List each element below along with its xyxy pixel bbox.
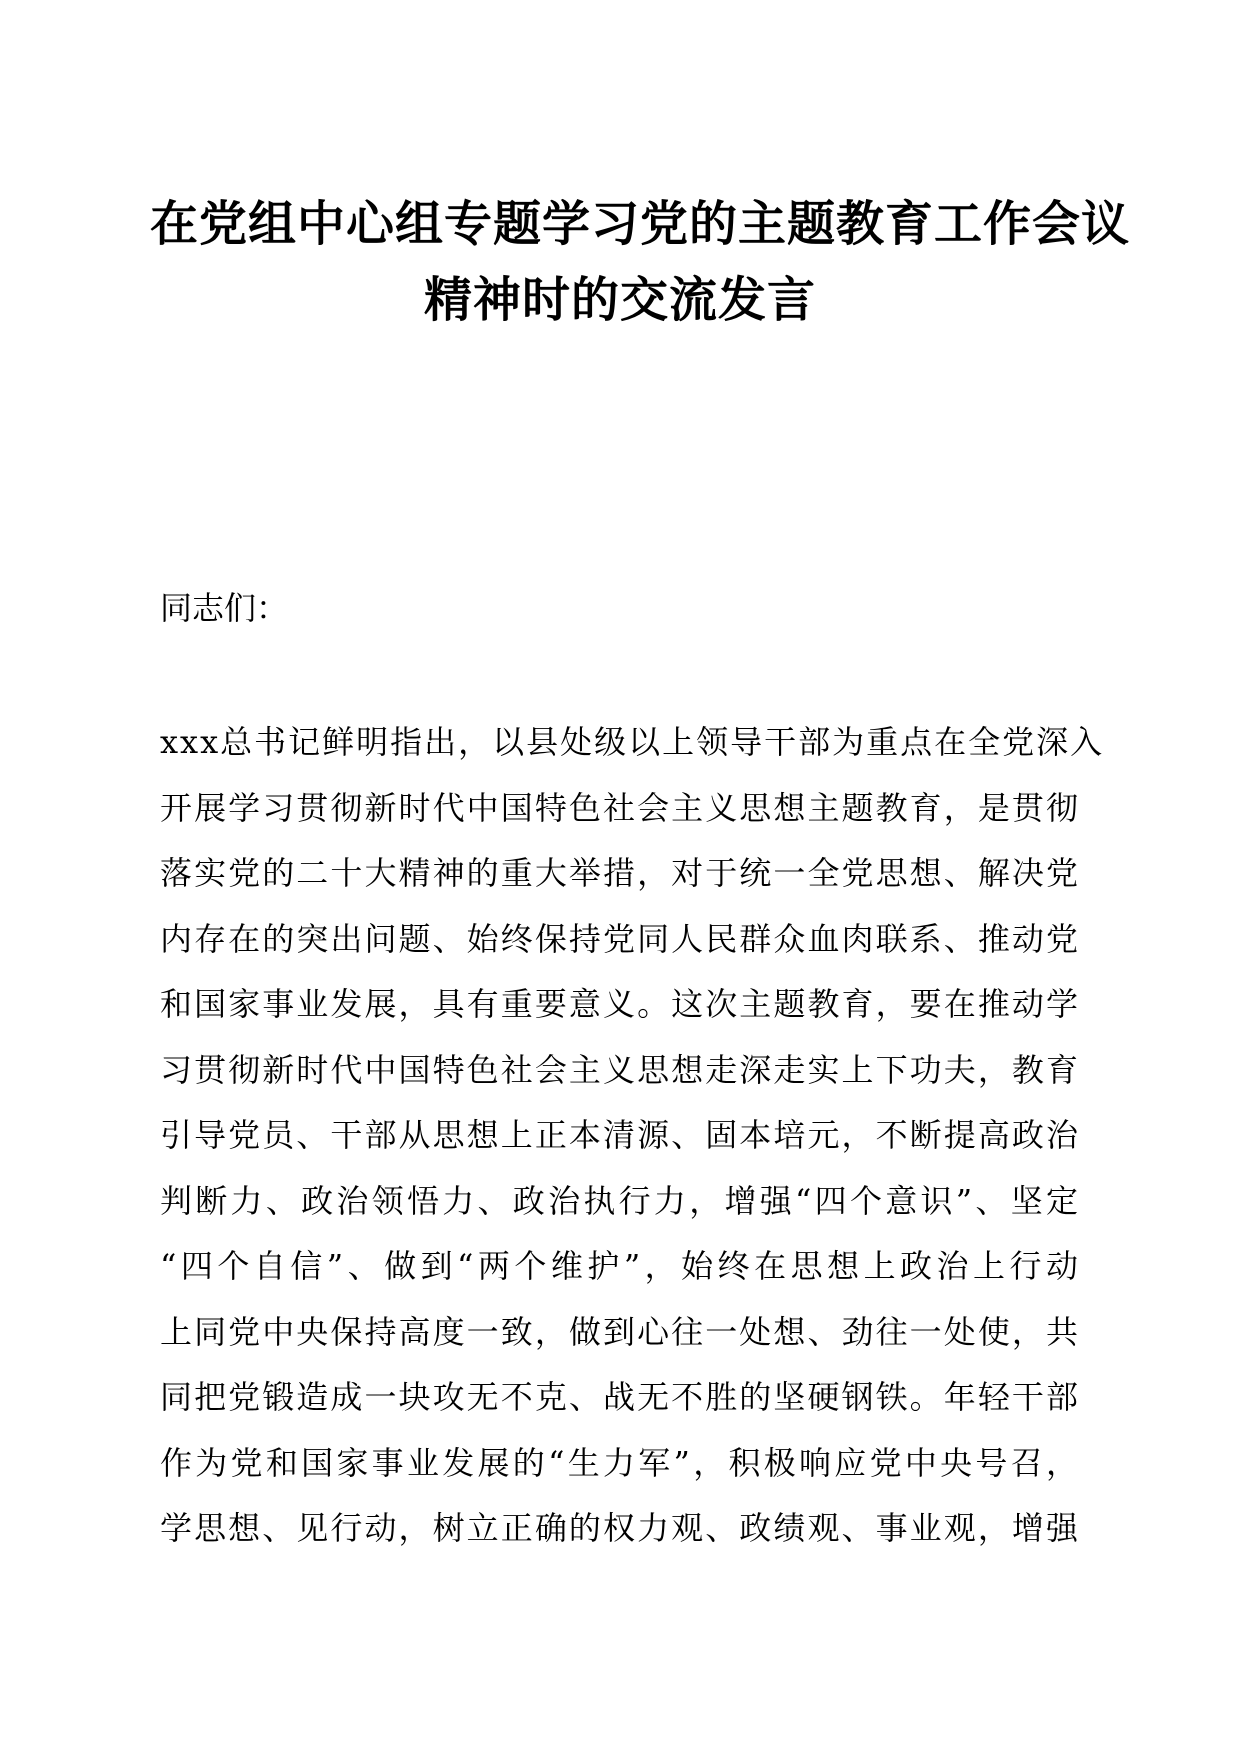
body-line: 判断力、政治领悟力、政治执行力，增强“四个意识”、坚定 bbox=[160, 1181, 1080, 1220]
body-line: xxx总书记鲜明指出，以县处级以上领导干部为重点在全党深入 bbox=[160, 723, 1105, 761]
body-line: “四个自信”、做到“两个维护”，始终在思想上政治上行动 bbox=[160, 1247, 1080, 1285]
body-line: 上同党中央保持高度一致，做到心往一处想、劲往一处使，共 bbox=[160, 1312, 1080, 1351]
body-line: 习贯彻新时代中国特色社会主义思想走深走实上下功夫，教育 bbox=[160, 1050, 1080, 1089]
body-paragraph bbox=[160, 710, 1105, 1562]
body-line: 学思想、见行动，树立正确的权力观、政绩观、事业观，增强 bbox=[160, 1509, 1080, 1547]
body-line: 同把党锻造成一块攻无不克、战无不胜的坚硬钢铁。年轻干部 bbox=[160, 1378, 1080, 1416]
document-title bbox=[150, 186, 1131, 338]
body-line: 开展学习贯彻新时代中国特色社会主义思想主题教育，是贯彻 bbox=[160, 788, 1080, 827]
body-line: 落实党的二十大精神的重大举措，对于统一全党思想、解决党 bbox=[160, 854, 1080, 892]
body-line: 引导党员、干部从思想上正本清源、固本培元，不断提高政治 bbox=[160, 1116, 1080, 1154]
body-line: 和国家事业发展，具有重要意义。这次主题教育，要在推动学 bbox=[160, 985, 1080, 1023]
salutation: 同志们： bbox=[160, 589, 289, 627]
title-line-1: 在党组中心组专题学习党的主题教育工作会议 bbox=[150, 196, 1131, 252]
body-line: 作为党和国家事业发展的“生力军”，积极响应党中央号召， bbox=[160, 1443, 1080, 1482]
body-line: 内存在的突出问题、始终保持党同人民群众血肉联系、推动党 bbox=[160, 919, 1080, 958]
title-line-2: 精神时的交流发言 bbox=[423, 272, 816, 328]
